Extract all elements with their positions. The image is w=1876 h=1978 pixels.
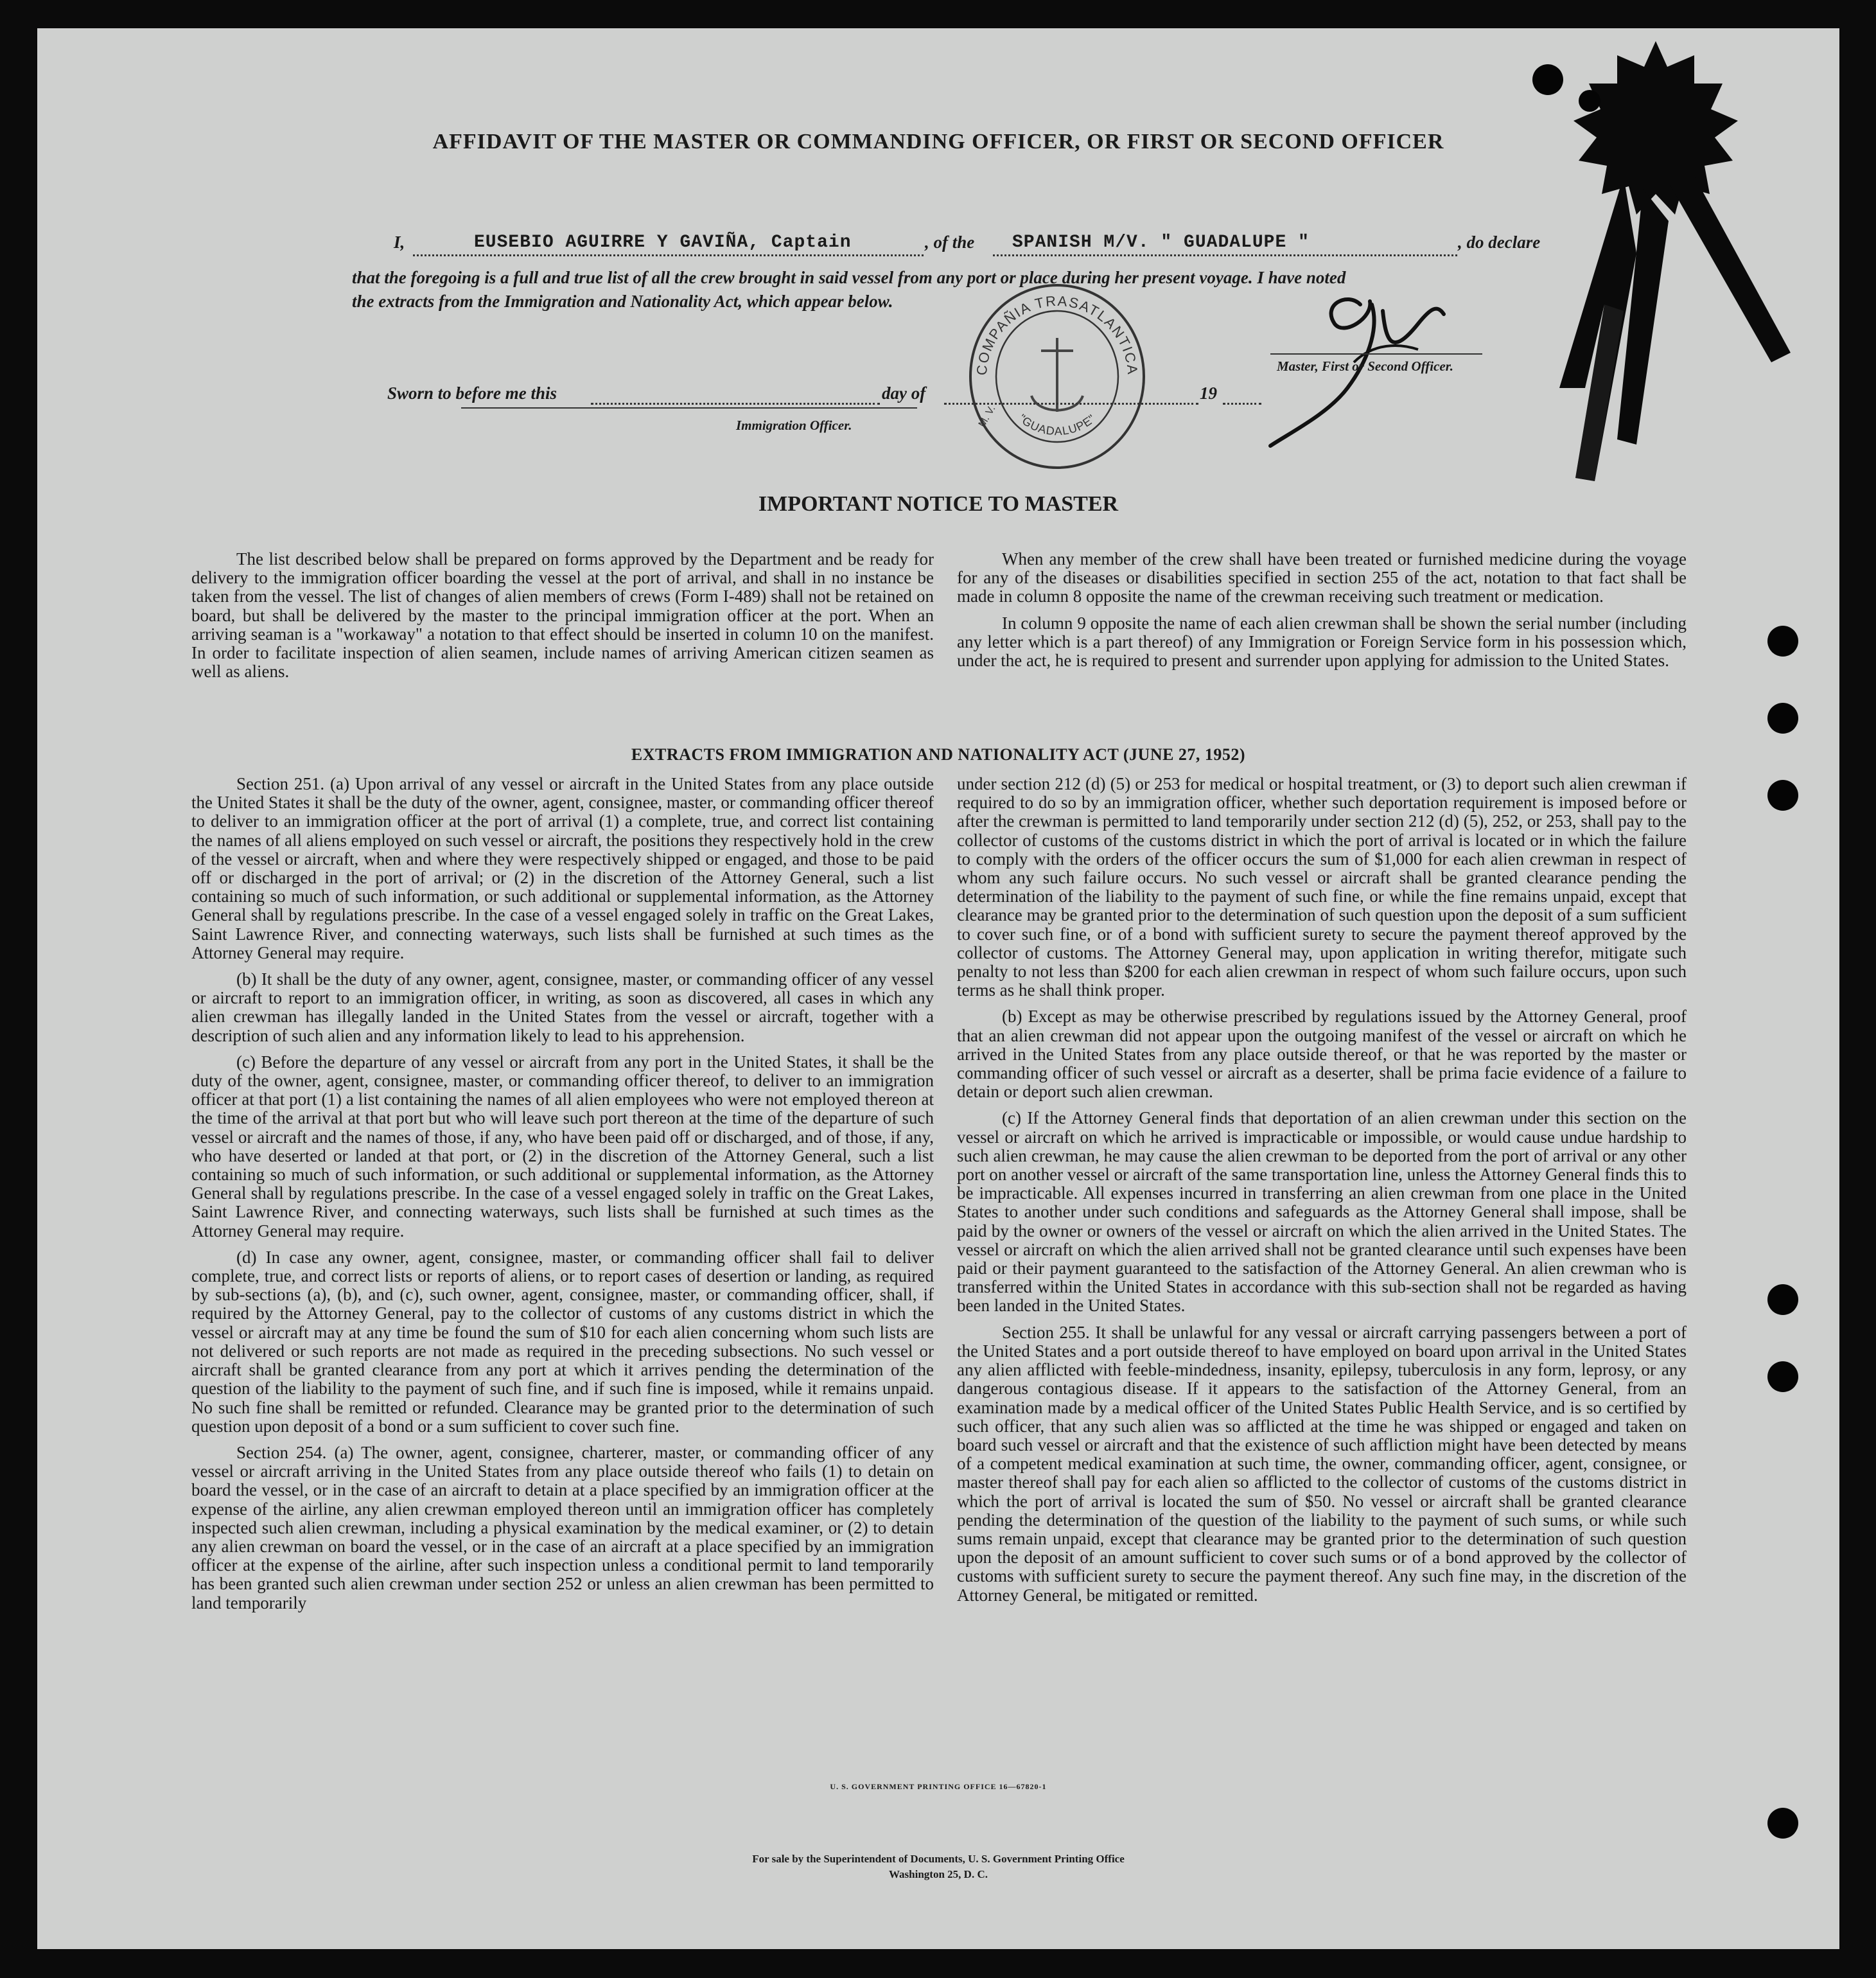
vessel-name-field	[993, 233, 1457, 256]
binding-hole	[1767, 1284, 1798, 1315]
binding-hole	[1767, 780, 1798, 811]
month-field[interactable]	[944, 384, 1198, 405]
year-field[interactable]	[1223, 384, 1261, 405]
i-label: I,	[394, 233, 405, 252]
extract-right-section-254a-cont: under section 212 (d) (5) or 253 for medical or hospital treatment, or (3) to deport such alien crewman if required to do so by an immigration officer, whether such deportation requirement is imposed before or after the crewman is permitted to land temporarily under section 212 (d) (5), 252, or 253, shall pay to the collector of customs of the customs district in which the port of arrival is located or in which the failure to comply with the orders of the officer occurs the sum of $1,000 for each alien crewman in respect of whom any such failure occurs. No such vessel or aircraft shall be granted clearance pending the determination of the liability to the payment of such fine, or while the fine remains unpaid, except that clearance may be granted prior to the determination of such question upon the deposit of a sum sufficient to cover such fine, or of a bond with sufficient surety to secure the payment thereof approved by the collector of customs. The Attorney General may, upon application in writing therefor, mitigate such penalty to not less than $200 for each alien crewman in respect of whom such failure occurs, upon such terms as he shall think proper.	[957, 774, 1687, 1000]
binding-hole	[1532, 64, 1563, 95]
notice-title: IMPORTANT NOTICE TO MASTER	[758, 492, 1119, 516]
signature-caption: Master, First or Second Officer.	[1277, 358, 1453, 374]
do-declare-label: , do declare	[1458, 233, 1541, 252]
notice-left-paragraph: The list described below shall be prepared on forms approved by the Department and be ready for delivery to the immigration officer boarding the vessel at the port of arrival, and shall in no instance be taken from the vessel. The list of changes of alien members of crews (Form I-489) shall not be retained on board, but shall be delivered by the master to the principal immigration officer at the port. When an arriving seaman is a "workaway" a notation to that effect should be inserted in column 10 on the manifest. In order to facilitate inspection of alien seamen, include names of arriving American citizen seamen as well as aliens.	[191, 549, 934, 682]
extracts-right-column	[957, 775, 1687, 1605]
sale-line-1: For sale by the Superintendent of Documents, U. S. Government Printing Office	[752, 1853, 1125, 1865]
notice-left-column	[191, 550, 934, 681]
stamp-top-text: COMPAÑIA TRASATLANTICA	[973, 292, 1141, 376]
sworn-label: Sworn to before me this	[387, 384, 557, 403]
document-page	[37, 28, 1839, 1949]
master-name-field	[413, 233, 924, 256]
binding-hole	[1767, 1808, 1798, 1839]
extract-right-section-254b: (b) Except as may be otherwise prescribed by regulations issued by the Attorney General, proof that an alien crewman did not appear upon the outgoing manifest of the vessel or aircraft on which he arrived in the United States from any place outside thereof, or that he was reported by the master or commanding officer of such vessel or aircraft as a deserter, shall be prima facie evidence of a failure to detain or deport such alien crewman.	[957, 1007, 1687, 1102]
year-prefix: 19	[1200, 384, 1217, 403]
binding-hole	[1579, 90, 1600, 112]
extract-left-section-251a: Section 251. (a) Upon arrival of any vessel or aircraft in the United States from any place outside the United States it shall be the duty of the owner, agent, consignee, master, or commanding officer thereof to deliver to an immigration officer at the port of arrival (1) a complete, true, and correct list containing the names of all aliens employed on such vessel or aircraft, the positions they respectively hold in the crew of the vessel or aircraft, when and where they were respectively shipped or engaged, and those to be paid off or discharged in the port of arrival; or (2) in the discretion of the Attorney General, such a list containing so much of such information, or such additional or supplemental information, as the Attorney General shall by regulations prescribe. In the case of a vessel engaged solely in traffic on the Great Lakes, Saint Lawrence River, and connecting waterways, such lists shall be furnished at such times as the Attorney General may require.	[191, 774, 934, 962]
extracts-left-column	[191, 775, 934, 1612]
notice-right-paragraph-2: In column 9 opposite the name of each alien crewman shall be shown the serial number (including any letter which is a part thereof) of any Immigration or Foreign Service form in his possession which, under the act, he is required to present and surrender upon applying for admission to the United States.	[957, 613, 1687, 671]
vessel-name: SPANISH M/V. " GUADALUPE "	[1012, 233, 1310, 252]
binding-hole	[1767, 626, 1798, 657]
notice-right-column	[957, 550, 1687, 670]
binding-hole	[1767, 1361, 1798, 1392]
declaration-line-1: that the foregoing is a full and true list of all the crew brought in said vessel from any port or place during her present voyage. I have noted	[352, 268, 1346, 287]
immigration-officer-label: Immigration Officer.	[736, 418, 852, 433]
immigration-officer-line	[461, 407, 917, 409]
notice-right-paragraph-1: When any member of the crew shall have been treated or furnished medicine during the voyage for any of the diseases or disabilities specified in section 255 of the act, notation to that fact shall be made in column 8 opposite the name of the crewman receiving such treatment or medication.	[957, 549, 1687, 606]
stamp-left-text: M. V.	[976, 403, 998, 429]
affidavit-title: AFFIDAVIT OF THE MASTER OR COMMANDING OFFICER, OR FIRST OR SECOND OFFICER	[432, 130, 1444, 154]
binding-hole	[1767, 703, 1798, 734]
extracts-title: EXTRACTS FROM IMMIGRATION AND NATIONALITY ACT (JUNE 27, 1952)	[631, 745, 1246, 764]
extract-left-section-251c: (c) Before the departure of any vessel or aircraft from any port in the United States, it shall be the duty of the owner, agent, consignee, master, or commanding officer thereof, to deliver to an immigration officer at that port (1) a list containing the names of all alien employees who were not employed thereon at the time of the arrival at that port but who will leave such port thereon at the time of the departure of such vessel or aircraft and the names of those, if any, who have been paid off or discharged, and of those, if any, who have deserted or landed at that port, or (2) in the discretion of the Attorney General, such a list containing so much of such information, or such additional or supplemental information, as the Attorney General shall by regulations prescribe. In the case of a vessel engaged solely in traffic on the Great Lakes, Saint Lawrence River, and connecting waterways, such lists shall be furnished at such times as the Attorney General may require.	[191, 1052, 934, 1241]
extract-left-section-254a: Section 254. (a) The owner, agent, consignee, charterer, master, or commanding officer of any vessel or aircraft arriving in the United States from any place outside thereof who fails (1) to detain on board the vessel, or in the case of an aircraft to detain at a place specified by an immigration officer at the expense of the airline, any alien crewman employed thereon until an immigration officer has completely inspected such alien crewman, including a physical examination by the medical examiner, or (2) to detain any alien crewman on board the vessel, or in the case of an aircraft at a place specified by an immigration officer at the expense of the airline, after such inspection unless a conditional permit to land temporarily has been granted such alien crewman under section 252 or unless an alien crewman has been permitted to land temporarily	[191, 1442, 934, 1612]
day-of-label: day of	[882, 384, 926, 403]
extract-left-section-251b: (b) It shall be the duty of any owner, agent, consignee, master, or commanding officer of any vessel or aircraft to report to an immigration officer, in writing, as soon as discovered, all cases in which any alien crewman has illegally landed in the United States from the vessel or aircraft, together with a description of such alien and any information likely to lead to his apprehension.	[191, 969, 934, 1045]
extract-left-section-251d: (d) In case any owner, agent, consignee, master, or commanding officer shall fail to deliver complete, true, and correct lists or reports of aliens, or to report cases of desertion or landing, as required by sub-sections (a), (b), and (c), such owner, agent, consignee, master, or commanding officer, shall, if required by the Attorney General, pay to the collector of customs of any customs district in which the vessel or aircraft may at any time be found the sum of $10 for each alien concerning whom such lists are not delivered or such reports are not made as required in the preceding subsections. No such vessel or aircraft shall be granted clearance from any port at which it arrives pending the determination of the question of the liability to the payment of such fine, and if such fine is imposed, while it remains unpaid. No such fine shall be remitted or refunded. Clearance may be granted prior to the determination of such question upon deposit of a bond or a sum sufficient to cover such fine.	[191, 1247, 934, 1436]
extract-right-section-255: Section 255. It shall be unlawful for any vessal or aircraft carrying passengers between a port of the United States and a port outside thereof to have employed on board upon arrival in the United States any alien afflicted with feeble-mindedness, insanity, epilepsy, tuberculosis in any form, leprosy, or any dangerous contagious disease. If it appears to the satisfaction of the Attorney General, from an examination made by a medical officer of the United States Public Health Service, and is so certified by such officer, that any such alien was so afflicted at the time he was shipped or engaged and taken on board such vessel or aircraft and that the existence of such affliction might have been detected by means of a competent medical examination at such time, the owner, commanding officer, agent, consignee, or master thereof shall pay for each alien so afflicted to the collector of customs of the customs district in which the port of arrival is located the sum of $50. No vessel or aircraft shall be granted clearance pending the determination of the question of the liability to the payment of such sums, or while such sums remain unpaid, except that clearance may be granted prior to the determination of such question upon the deposit of an amount sufficient to cover such sums or of a bond approved by the collector of customs with sufficient surety to secure the payment thereof. Any such fine may, in the discretion of the Attorney General, be mitigated or remitted.	[957, 1322, 1687, 1605]
sale-line-2: Washington 25, D. C.	[889, 1868, 988, 1880]
declaration-line-2: the extracts from the Immigration and Nationality Act, which appear below.	[352, 292, 893, 311]
printing-office-code: U. S. GOVERNMENT PRINTING OFFICE 16—67820-1	[830, 1782, 1047, 1791]
of-the-label: , of the	[925, 233, 975, 252]
company-stamp	[961, 280, 1153, 473]
stamp-bottom-text: "GUADALUPE"	[1015, 411, 1099, 438]
extract-right-section-254c: (c) If the Attorney General finds that deportation of an alien crewman under this section on the vessel or aircraft on which he arrived is impracticable or impossible, or would cause undue hardship to such alien crewman, he may cause the alien crewman to be deported from the port of arrival or any other port on another vessel or aircraft of the same transportation line, unless the Attorney General finds this to be impracticable. All expenses incurred in transferring an alien crewman from one place in the United States to another under such conditions and safeguards as the Attorney General shall impose, shall be paid by the owner or owners of the vessel or aircraft on which the alien arrived in the United States. The vessel or aircraft on which the alien arrived shall not be granted clearance until such expenses have been paid or their payment guaranteed to the satisfaction of the Attorney General. An alien crewman who is transferred within the United States in accordance with this sub-section shall not be regarded as having been landed in the United States.	[957, 1108, 1687, 1316]
master-name: EUSEBIO AGUIRRE Y GAVIÑA, Captain	[474, 233, 852, 252]
sworn-date-field[interactable]	[591, 384, 880, 405]
